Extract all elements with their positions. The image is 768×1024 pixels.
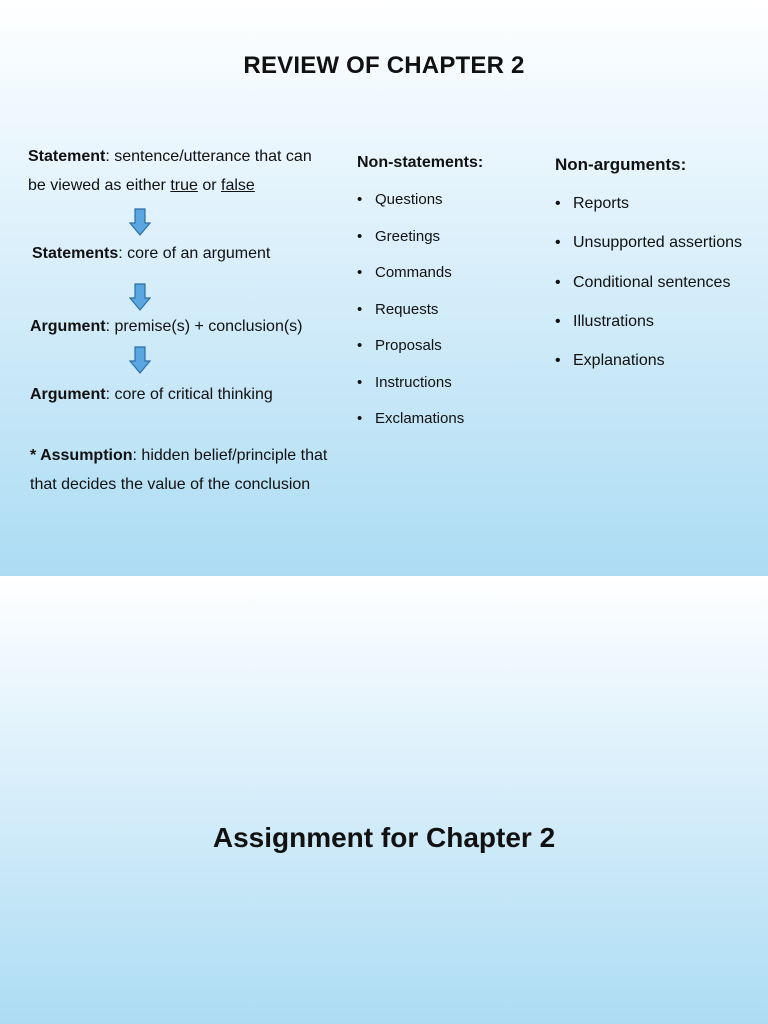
bullet-icon: • [357,264,363,281]
non-argument-item [555,274,730,292]
statements-term: Statements [32,245,119,262]
slide-title: Assignment for Chapter 2 [212,822,556,853]
argument-term: Argument [30,318,106,335]
or-word: or [197,177,222,194]
bullet-icon: • [357,300,363,318]
non-statement-item [357,301,438,318]
true-word: true [170,177,198,194]
assumption-line [30,447,327,465]
down-arrow-icon [129,208,151,236]
non-arguments-heading: Non-arguments: [555,155,687,174]
bullet-icon: • [555,352,561,370]
slide-assignment [0,576,768,1024]
non-argument-item [555,234,742,252]
slide-title: REVIEW OF CHAPTER 2 [243,52,525,79]
assumption-line-2: that decides the value of the conclusion [30,476,311,493]
bullet-icon: • [357,410,363,427]
statements-def: : core of an argument [118,245,271,262]
non-argument-item [555,195,629,213]
bullet-icon: • [357,373,363,391]
bullet-icon: • [555,234,561,252]
statement-line-2 [28,177,255,195]
statement-def-a: : sentence/utterance that can [105,148,312,165]
non-statement-item-label: Greetings [375,227,441,245]
statement-line [28,148,312,166]
non-statement-item-label: Exclamations [375,410,465,427]
non-argument-item [555,352,665,370]
argument2-term: Argument [30,386,106,403]
bullet-icon: • [555,195,561,212]
argument-line [30,318,303,336]
non-statement-item-label: Instructions [375,373,452,391]
non-statements-heading: Non-statements: [357,154,484,171]
non-argument-item [555,313,654,331]
bullet-icon: • [357,227,363,245]
bullet-icon: • [357,191,363,208]
bullet-icon: • [555,273,561,291]
non-statement-item-label: Questions [375,191,443,208]
non-statement-item [357,337,442,354]
non-argument-item-label: Conditional sentences [573,273,731,291]
non-argument-item-label: Explanations [573,352,665,370]
false-word: false [221,177,255,194]
assumption-def-a: : hidden belief/principle that [132,447,328,464]
non-argument-item-label: Reports [573,195,630,212]
down-arrow-icon [129,283,151,311]
down-arrow-icon [129,346,151,374]
non-statement-item-label: Commands [375,264,452,281]
non-statement-item-label: Proposals [375,337,442,354]
statement-def-b: be viewed as either [28,177,171,194]
bullet-icon: • [555,312,561,330]
non-statement-item [357,228,440,245]
assumption-term: * Assumption [30,447,133,464]
non-statement-item [357,191,443,208]
non-statement-item [357,374,452,391]
non-statement-item [357,410,464,427]
argument2-def: : core of critical thinking [105,386,273,403]
argument-def: : premise(s) + conclusion(s) [105,318,303,335]
argument2-line [30,386,273,404]
non-statement-item-label: Requests [375,300,439,318]
non-statement-item [357,264,452,281]
bullet-icon: • [357,337,363,354]
non-argument-item-label: Unsupported assertions [573,234,742,252]
statements-line [32,245,270,263]
non-argument-item-label: Illustrations [573,312,654,330]
statement-term: Statement [28,148,106,165]
